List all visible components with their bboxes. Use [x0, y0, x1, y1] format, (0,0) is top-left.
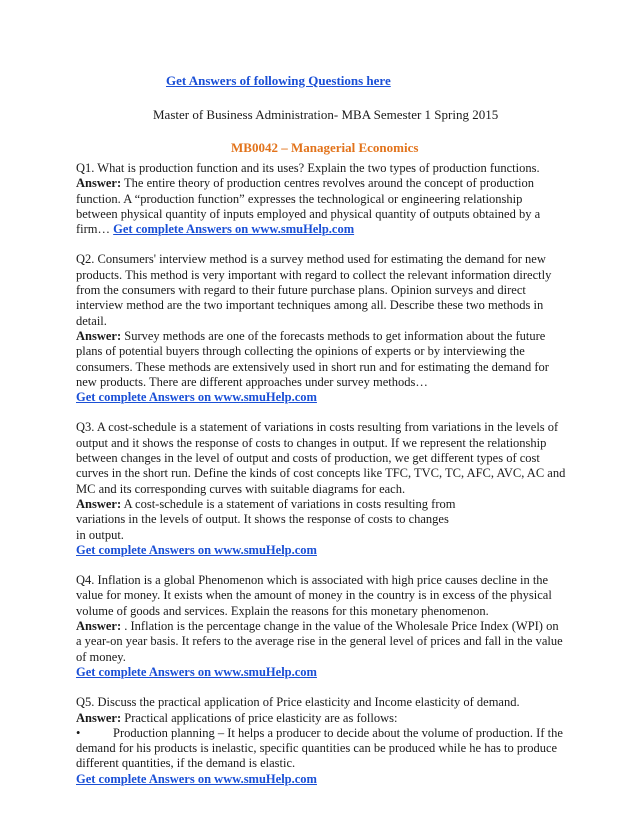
answer-text: A cost-schedule is a statement of variations in costs resulting from — [121, 496, 456, 511]
answer-text: Practical applications of price elasticity are as follows: — [121, 710, 398, 725]
bullet-text: Production planning – It helps a producer to decide about the volume of production. If the demand for his products is inelastic, specific quantities can be produced while he has to produce different quantities, if the demand is elastic. — [76, 725, 563, 771]
bullet-icon: • — [76, 725, 81, 740]
answer-label: Answer: — [76, 496, 122, 511]
questions-content — [76, 161, 566, 802]
answer-label: Answer: — [76, 619, 122, 634]
question-text: Q5. Discuss the practical application of Price elasticity and Income elasticity of demand. — [76, 695, 520, 710]
question-block-5 — [76, 695, 566, 787]
complete-answers-link[interactable]: Get complete Answers on www.smuHelp.com — [113, 222, 355, 237]
course-title: MB0042 – Managerial Economics — [231, 140, 419, 155]
answer-label: Answer: — [76, 176, 122, 191]
answer-text: in output. — [76, 527, 124, 542]
question-block-1 — [76, 161, 566, 237]
answer-text: Survey methods are one of the forecasts methods to get information about the future plans of potential buyers through collecting the opinions of experts or by interviewing the consumers. These methods are extensively used in short run and for estimating the demand for new products. There are different approaches under survey methods… — [76, 328, 549, 389]
question-block-3 — [76, 420, 566, 558]
answer-text: variations in the levels of output. It shows the response of costs to changes — [76, 512, 449, 527]
answer-label: Answer: — [76, 710, 122, 725]
answer-text: The entire theory of production centres revolves around the concept of production function. A “production function” expresses the technological or engineering relationship between physical quantity of inputs employed and physical quantity of outputs obtained by a firm… — [76, 176, 541, 237]
program-subtitle: Master of Business Administration- MBA Semester 1 Spring 2015 — [153, 107, 499, 122]
complete-answers-link[interactable]: Get complete Answers on www.smuHelp.com — [76, 390, 317, 405]
complete-answers-link[interactable]: Get complete Answers on www.smuHelp.com — [76, 664, 317, 679]
answer-text: . Inflation is the percentage change in the value of the Wholesale Price Index (WPI) on a year-on year basis. It refers to the average rise in the general level of prices and fall in the value of money. — [76, 619, 563, 664]
answer-label: Answer: — [76, 328, 122, 343]
question-text: Q4. Inflation is a global Phenomenon which is associated with high price causes decline in the value for money. It exists when the amount of money in the country is in excess of the physical volume of goods and services. Explain the reasons for this monetary phenomenon. — [76, 573, 552, 618]
complete-answers-link[interactable]: Get complete Answers on www.smuHelp.com — [76, 771, 317, 786]
question-text: Q1. What is production function and its uses? Explain the two types of production functions. — [76, 161, 540, 175]
question-block-4 — [76, 573, 566, 680]
complete-answers-link[interactable]: Get complete Answers on www.smuHelp.com — [76, 542, 317, 557]
question-text: Q3. A cost-schedule is a statement of variations in costs resulting from variations in the levels of output and it shows the response of costs to changes in output. If we represent the relationship between changes in the level of output and costs of production, we get different types of cost curves in the short run. Define the kinds of cost concepts like TFC, TVC, TC, AFC, AVC, AC and MC and its corresponding curves with suitable diagrams for each. — [76, 420, 566, 496]
question-block-2 — [76, 252, 566, 405]
question-text: Q2. Consumers' interview method is a survey method used for estimating the demand for new products. This method is very important with regard to collect the relevant information directly from the consumers with regard to their future purchase plans. Opinion surveys and direct interview method are the two important techniques among all. Describe these two methods in detail. — [76, 252, 552, 328]
get-answers-link[interactable]: Get Answers of following Questions here — [166, 73, 391, 88]
